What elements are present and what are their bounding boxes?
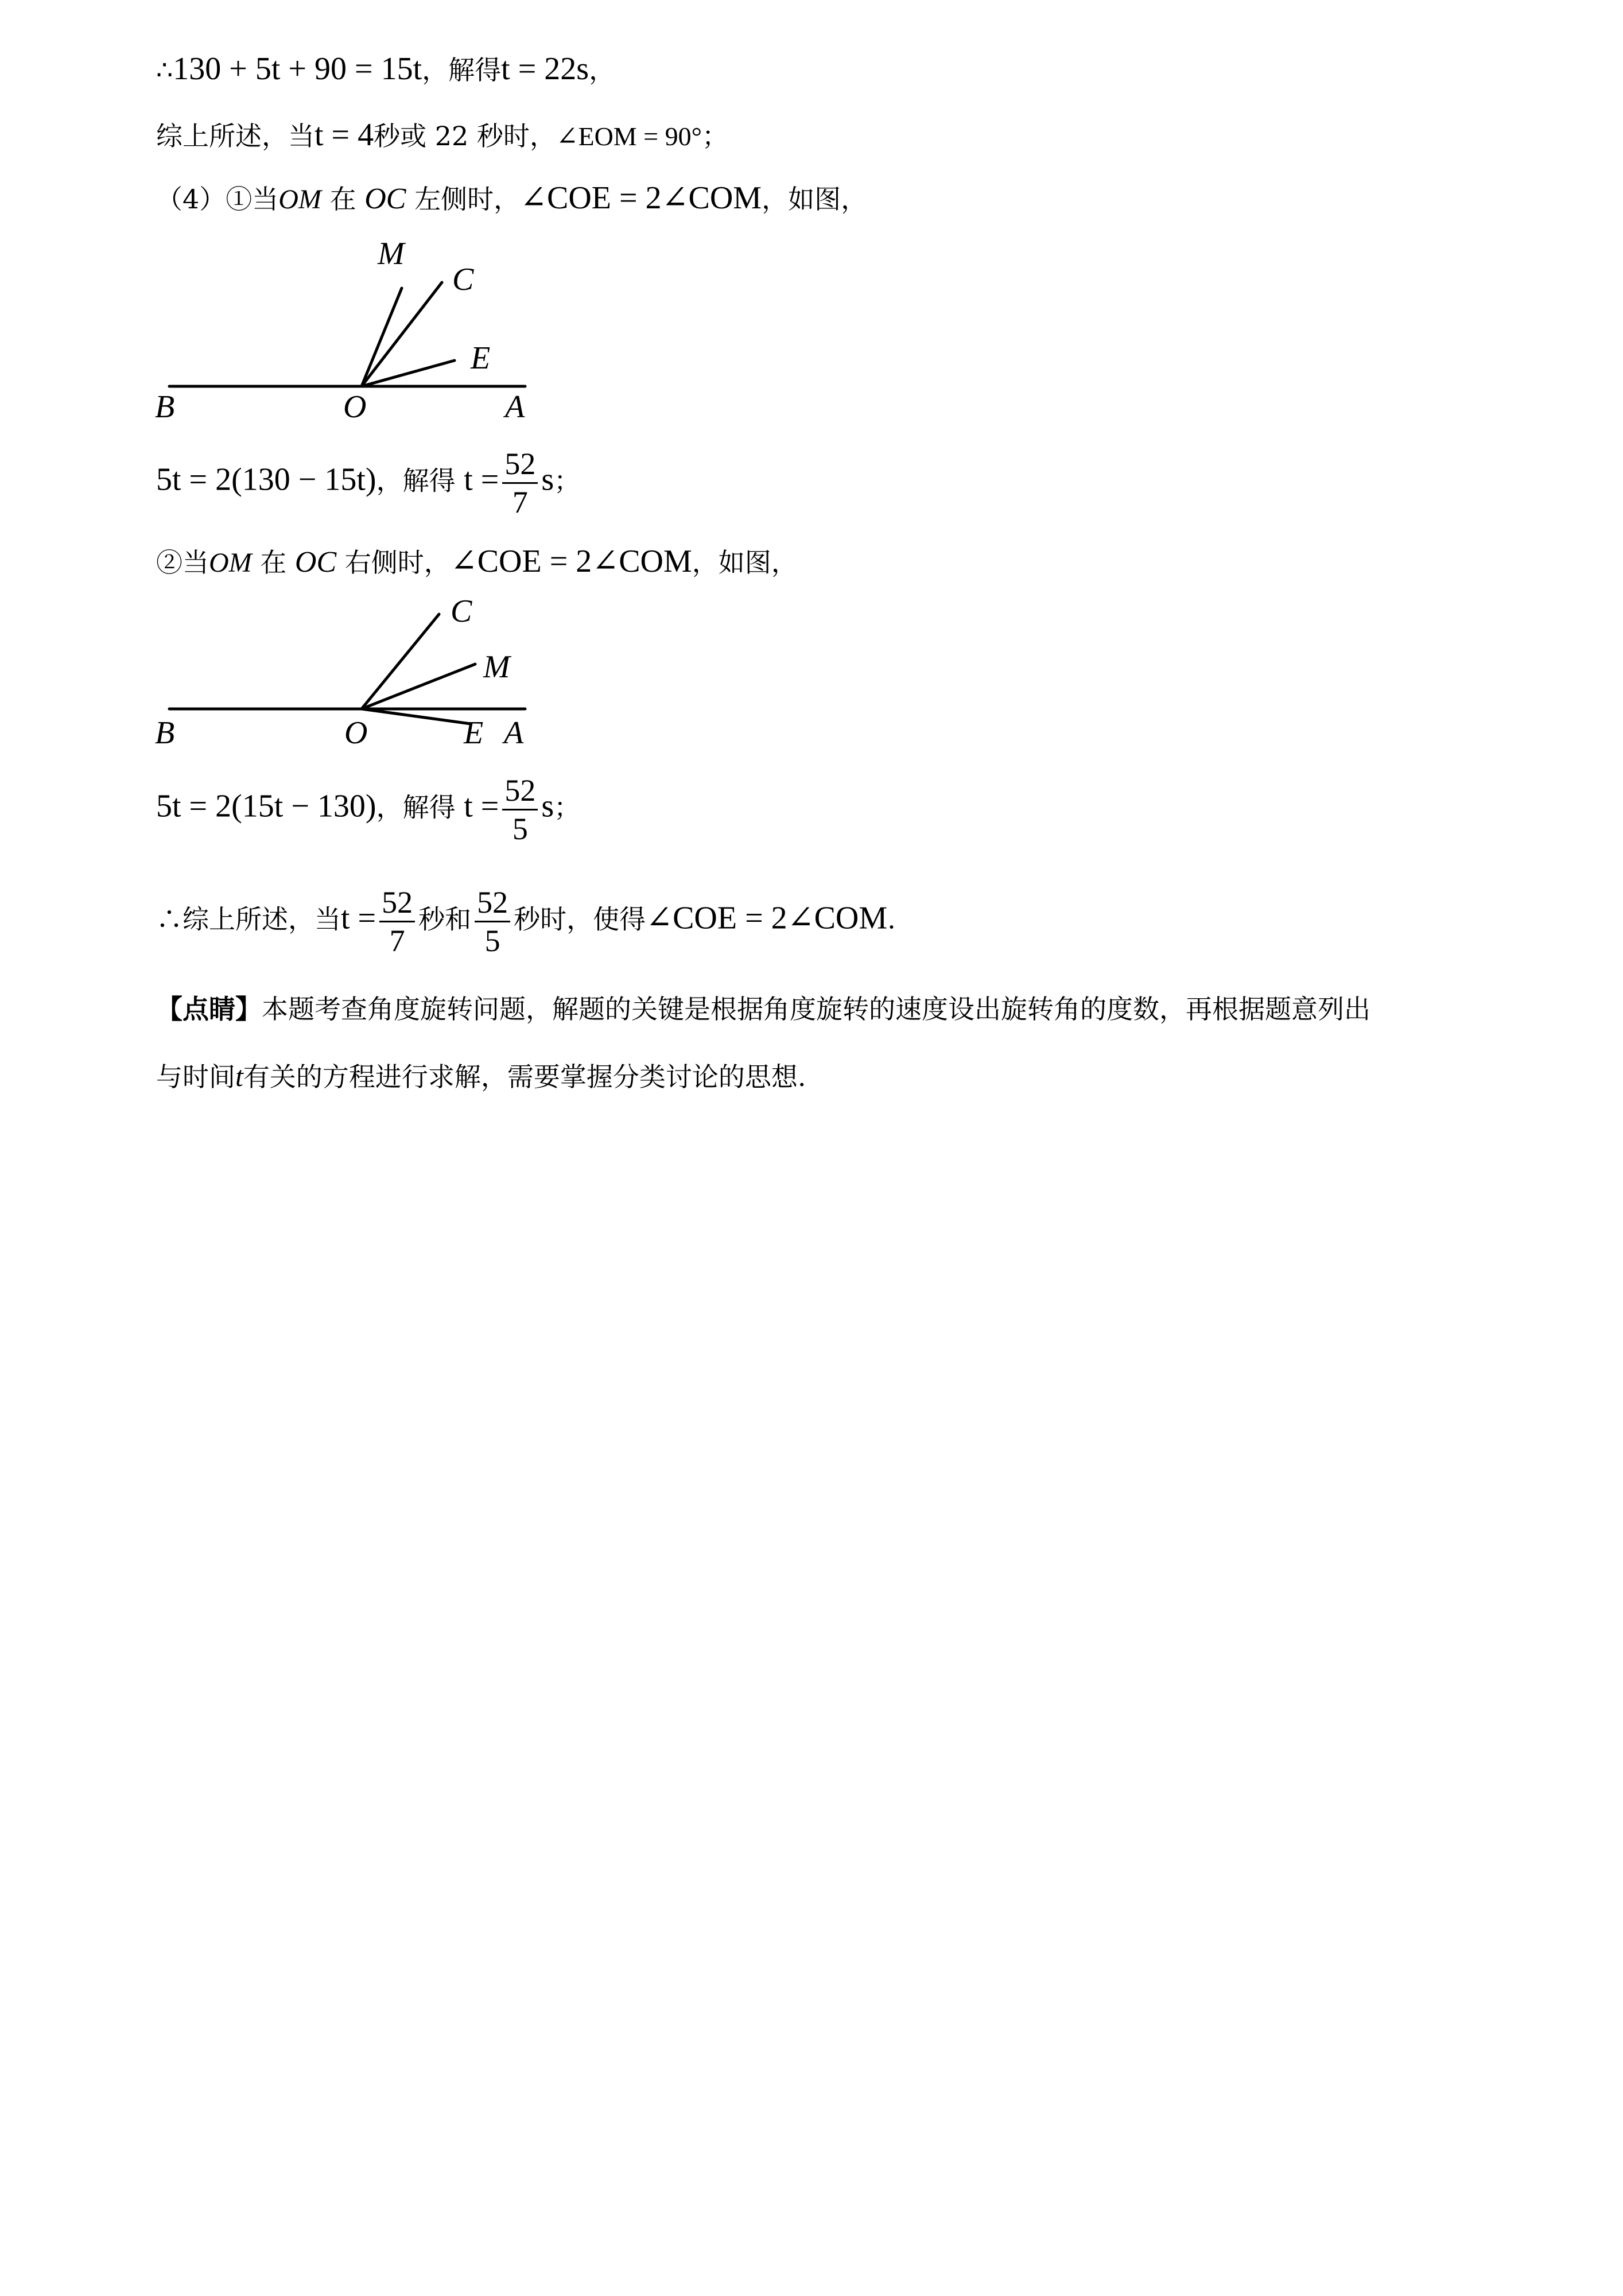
answer: t = 22s xyxy=(501,51,589,87)
denominator: 7 xyxy=(512,485,528,519)
label-m: M xyxy=(483,649,510,685)
label-e: E xyxy=(471,340,491,376)
solution-line-1 xyxy=(156,52,615,87)
punctuation: ； xyxy=(554,792,581,823)
note-text: 与时间 xyxy=(156,1061,235,1092)
ray-om: OM xyxy=(209,548,252,578)
equation: ∠COE = 2∠COM xyxy=(450,544,692,579)
ray-om: OM xyxy=(278,184,321,215)
variable-t: t = xyxy=(464,788,499,824)
label-e: E xyxy=(464,715,484,751)
equation: 5t = 2(15t − 130) xyxy=(156,788,376,824)
ray-oe xyxy=(362,709,471,724)
ray-om xyxy=(362,288,402,386)
numerator: 52 xyxy=(502,772,538,810)
text: 秒时，使得 xyxy=(514,903,646,935)
unit: s xyxy=(541,461,554,498)
note-line-2 xyxy=(156,1059,806,1094)
numerator: 52 xyxy=(502,445,538,484)
label-a: A xyxy=(505,389,525,425)
equation: t = 4 xyxy=(314,117,374,153)
solution-line-5 xyxy=(156,544,798,580)
figure-1-diagram xyxy=(149,241,562,433)
note-tag: 【点睛】 xyxy=(156,994,262,1025)
equation: 130 + 5t + 90 = 15t xyxy=(173,51,422,87)
text: ∴综上所述，当 xyxy=(156,903,341,935)
text: ，解得 xyxy=(376,792,456,823)
text: ，如图， xyxy=(762,184,868,215)
equation: ∠COE = 2∠COM xyxy=(520,180,762,216)
denominator: 5 xyxy=(512,812,528,846)
therefore-symbol: ∴ xyxy=(156,55,173,86)
solution-line-4 xyxy=(156,445,580,521)
text: ，如图， xyxy=(692,547,798,578)
punctuation: ， xyxy=(589,55,616,86)
text: 在 xyxy=(260,547,287,578)
figure-2-diagram xyxy=(149,594,562,757)
text: ②当 xyxy=(156,547,209,578)
unit: s xyxy=(541,788,554,824)
solution-line-6 xyxy=(156,772,580,847)
text: ，解得 xyxy=(422,55,502,86)
label-o: O xyxy=(343,389,367,425)
label-o: O xyxy=(344,715,368,751)
figure-2-svg xyxy=(149,594,562,755)
ray-oc xyxy=(362,282,442,386)
label-m: M xyxy=(378,241,405,272)
answer: ∠EOM = 90° xyxy=(556,122,702,151)
solution-line-7 xyxy=(156,884,896,959)
note-line-1 xyxy=(156,992,1370,1026)
text: 右侧时， xyxy=(344,547,451,578)
text: 秒或 22 秒时， xyxy=(374,121,556,152)
text: 综上所述，当 xyxy=(156,121,314,152)
equation: 5t = 2(130 − 15t) xyxy=(156,461,376,498)
text: ，解得 xyxy=(376,465,456,497)
punctuation: . xyxy=(887,903,896,935)
variable-t: t = xyxy=(464,461,499,498)
equation: ∠COE = 2∠COM xyxy=(646,900,888,936)
label-a: A xyxy=(504,715,524,751)
numerator: 52 xyxy=(475,884,510,922)
punctuation: ； xyxy=(554,465,581,497)
solution-line-2 xyxy=(156,118,728,154)
denominator: 5 xyxy=(484,924,500,958)
note-text: 有关的方程进行求解，需要掌握分类讨论的思想. xyxy=(243,1061,806,1092)
label-b: B xyxy=(155,389,175,425)
solution-line-3 xyxy=(156,181,867,217)
fraction xyxy=(502,772,538,847)
ray-oc: OC xyxy=(364,183,406,215)
text: （4）①当 xyxy=(156,184,279,215)
figure-1-svg xyxy=(149,241,562,430)
note-text: 本题考查角度旋转问题，解题的关键是根据角度旋转的速度设出旋转角的度数，再根据题意列出 xyxy=(262,994,1370,1025)
fraction-1 xyxy=(379,884,415,959)
text: 秒和 xyxy=(418,903,472,935)
variable-t: t = xyxy=(341,900,376,936)
fraction xyxy=(502,445,538,521)
punctuation: ； xyxy=(702,121,729,152)
denominator: 7 xyxy=(389,924,405,958)
label-c: C xyxy=(452,262,474,297)
label-c: C xyxy=(451,594,472,629)
text: 在 xyxy=(329,184,356,215)
text: 左侧时， xyxy=(414,184,521,215)
fraction-2 xyxy=(475,884,510,959)
variable-t: t xyxy=(235,1060,243,1092)
numerator: 52 xyxy=(379,884,415,922)
ray-oe xyxy=(362,360,455,386)
ray-oc: OC xyxy=(294,546,337,579)
label-b: B xyxy=(155,715,175,751)
